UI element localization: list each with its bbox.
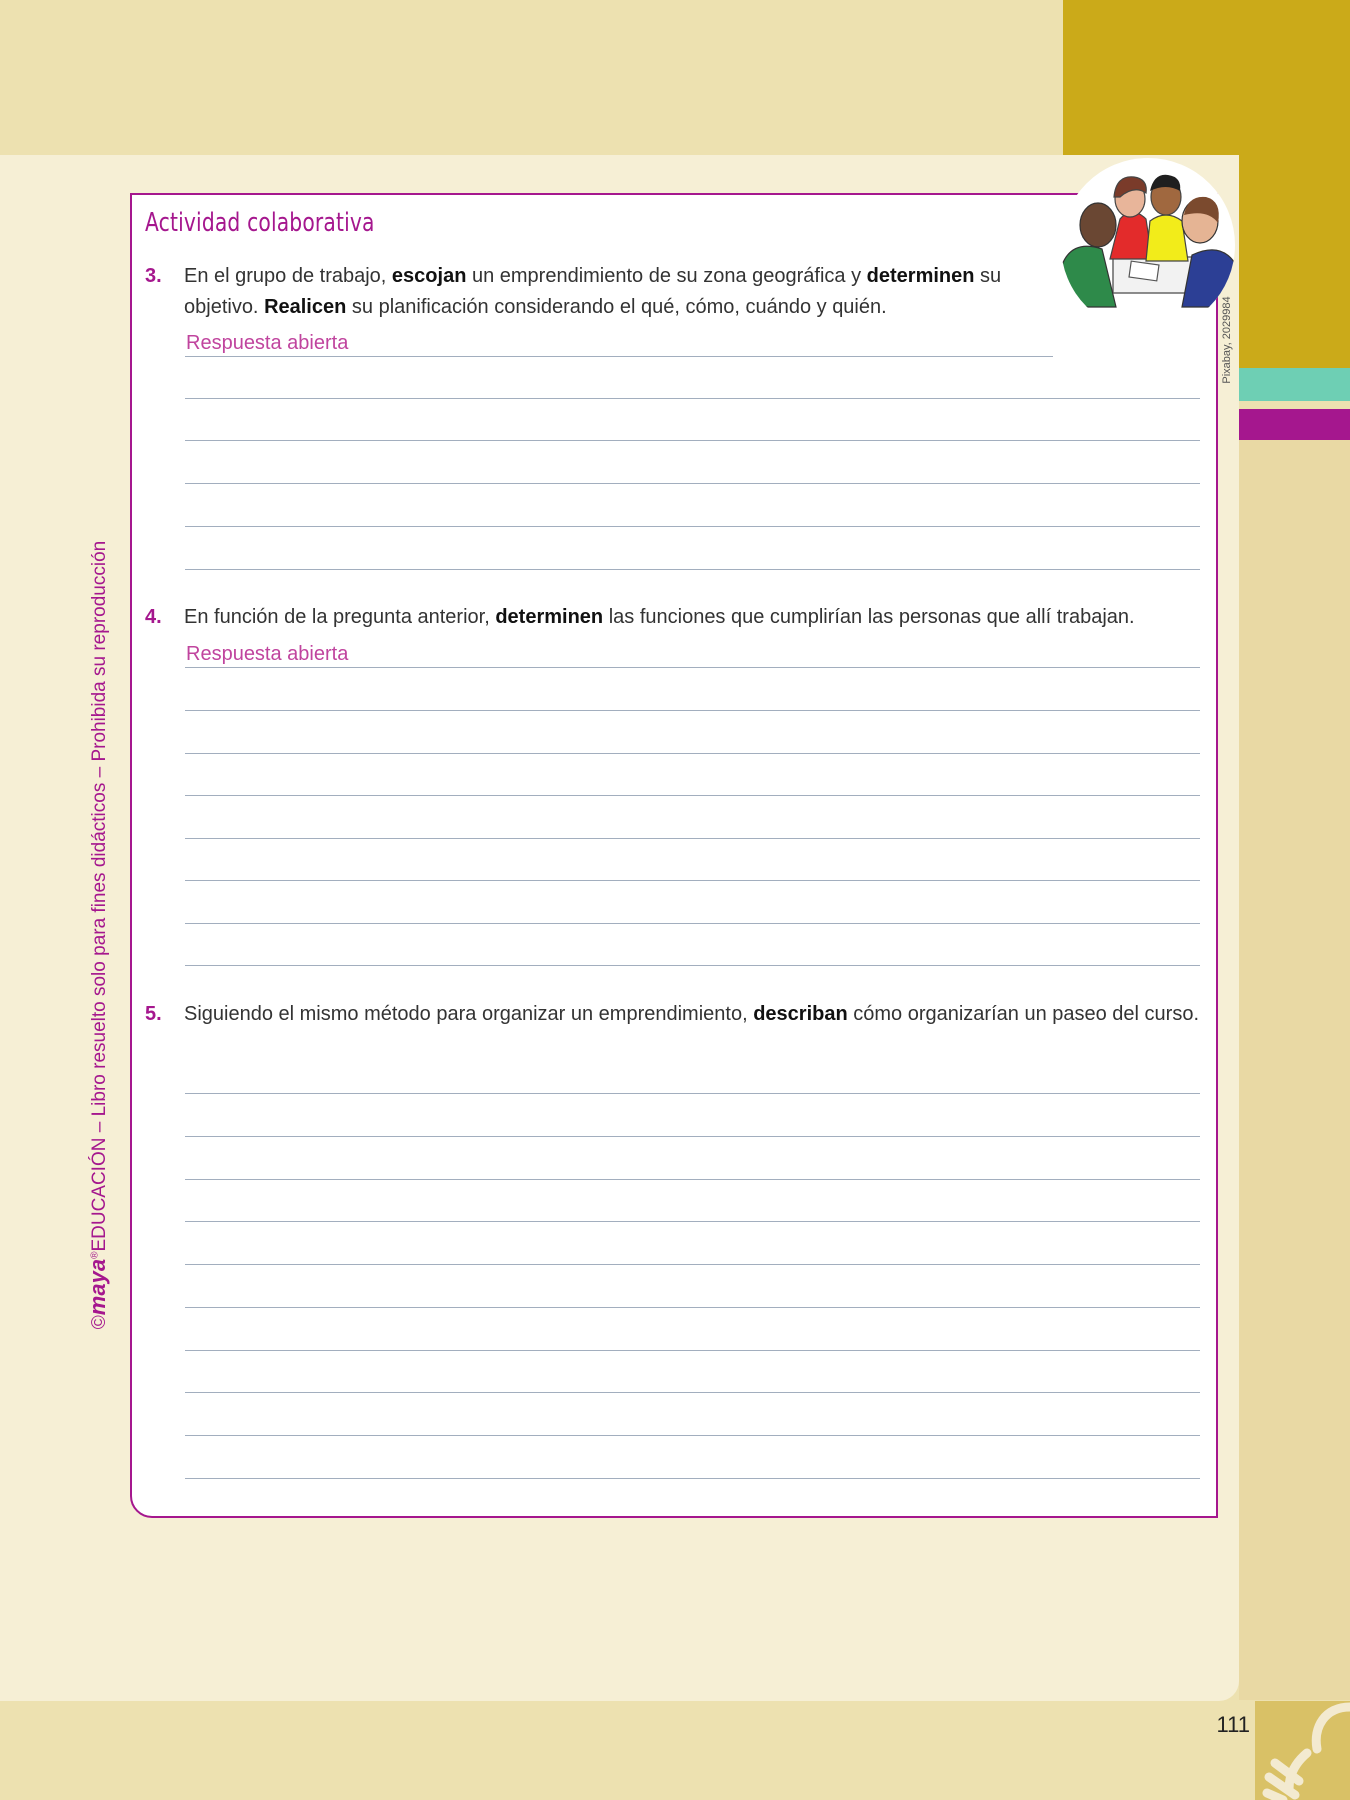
question-number: 5. <box>145 1003 162 1025</box>
answer-line <box>185 667 1200 668</box>
answer-line <box>185 965 1200 966</box>
answer-line <box>185 795 1200 796</box>
answer-line <box>185 1179 1200 1180</box>
copyright-symbol: © <box>89 1315 110 1330</box>
answer-line <box>185 483 1200 484</box>
copyright-side-text <box>85 541 111 1329</box>
answer-line <box>185 1221 1200 1222</box>
question-text: En función de la pregunta anterior, determinen las funciones que cumplirían las personas que allí trabajan. <box>184 606 1135 628</box>
answer-line <box>185 526 1200 527</box>
answer-line <box>185 710 1200 711</box>
bottom-band <box>0 1701 1350 1800</box>
answer-line <box>185 1350 1200 1351</box>
registered-mark: ® <box>89 1251 101 1259</box>
page-number: 111 <box>1216 1712 1250 1737</box>
activity-title: Actividad colaborativa <box>145 208 375 238</box>
answer-line <box>185 838 1200 839</box>
magenta-tab <box>1239 409 1350 440</box>
answer-text: Respuesta abierta <box>186 643 349 665</box>
answer-line <box>185 356 1053 357</box>
answer-text: Respuesta abierta <box>186 332 349 354</box>
question-text: Siguiendo el mismo método para organizar un emprendimiento, describan cómo organizarían un paseo del curso. <box>184 1003 1200 1025</box>
answer-line <box>185 569 1200 570</box>
answer-line <box>185 1478 1200 1479</box>
answer-line <box>185 753 1200 754</box>
answer-line <box>185 1093 1200 1094</box>
question-number: 4. <box>145 606 162 628</box>
side-text-rest: EDUCACIÓN – Libro resuelto solo para fines didácticos – Prohibida su reproducción <box>89 540 110 1252</box>
question-text: En el grupo de trabajo, escojan un emprendimiento de su zona geográfica y determinen su objetivo. Realicen su planificación considerando el qué, cómo, cuándo y quién. <box>184 265 1002 318</box>
lightbulb-icon <box>1255 1701 1350 1800</box>
answer-line <box>185 1264 1200 1265</box>
image-credit: Pixabay, 2029984 <box>1221 296 1233 384</box>
answer-line <box>185 923 1200 924</box>
brand-logo-text: maya <box>85 1258 110 1316</box>
answer-line <box>185 398 1200 399</box>
answer-line <box>185 1435 1200 1436</box>
right-margin-strip <box>1239 440 1350 1700</box>
answer-line <box>185 1307 1200 1308</box>
question-number: 3. <box>145 265 162 287</box>
answer-line <box>185 880 1200 881</box>
answer-line <box>185 440 1200 441</box>
answer-line <box>185 1136 1200 1137</box>
activity-frame <box>130 193 1218 1518</box>
group-work-illustration <box>1058 157 1238 320</box>
lightbulb-decoration <box>1255 1701 1350 1800</box>
teal-tab <box>1239 368 1350 401</box>
answer-line <box>185 1392 1200 1393</box>
